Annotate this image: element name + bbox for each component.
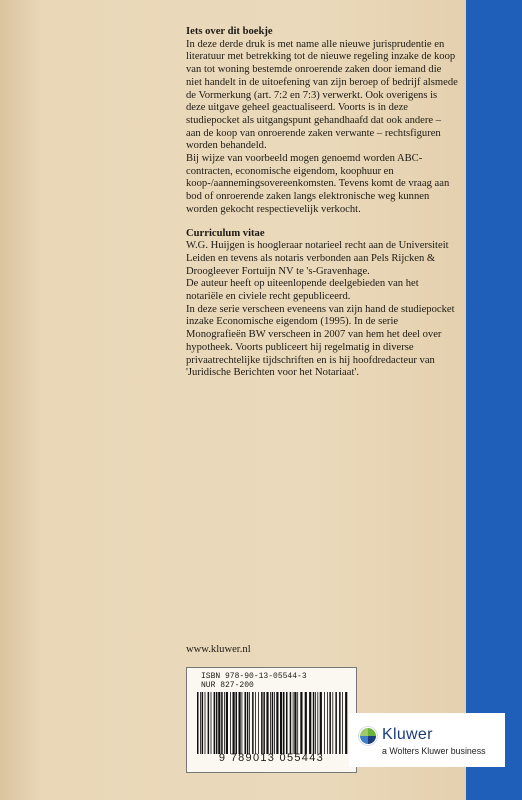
barcode-bar xyxy=(294,692,296,754)
barcode-bar xyxy=(226,692,228,754)
barcode-bar xyxy=(224,692,225,754)
cv-paragraph-1: W.G. Huijgen is hoogleraar notarieel recht aan de Universiteit Leiden en tevens als notaris verbonden aan Pels Rijcken & Droogleever Fortuijn NV te 's-Gravenhage. xyxy=(186,240,449,277)
barcode-bar xyxy=(272,692,274,754)
barcode-bar xyxy=(249,692,250,754)
barcode-bar xyxy=(339,692,341,754)
barcode-bar xyxy=(283,692,285,754)
barcode-bar xyxy=(218,692,220,754)
barcode-label xyxy=(186,667,357,773)
barcode-bar xyxy=(211,692,212,754)
kluwer-logo-icon xyxy=(358,726,378,746)
barcode-bar xyxy=(200,692,201,754)
about-paragraph-2: Bij wijze van voorbeeld mogen genoemd worden ABC-contracten, economische eigendom, koophuur en koop-/aannemingsovereenkomsten. Tevens komt de vraag aan bod of onroerende zaken langs elektronische weg kunnen worden gekocht respectievelijk verkocht. xyxy=(186,153,450,215)
barcode-bar xyxy=(332,692,333,754)
barcode-bar xyxy=(236,692,238,754)
barcode-bar xyxy=(202,692,204,754)
barcode-bar xyxy=(286,692,288,754)
barcode-bar xyxy=(313,692,315,754)
barcode-bar xyxy=(324,692,325,754)
barcode-bar xyxy=(300,692,302,754)
barcode-bar xyxy=(270,692,271,754)
publisher-url: www.kluwer.nl xyxy=(186,644,251,655)
barcode-bar xyxy=(266,692,268,754)
barcode-bar xyxy=(230,692,231,754)
barcode-bar xyxy=(305,692,307,754)
barcode-bar xyxy=(335,692,337,754)
barcode-digits: 9 789013 055443 xyxy=(218,752,325,764)
barcode-bar xyxy=(293,692,294,754)
publisher-logo-box xyxy=(349,713,505,767)
barcode-bar xyxy=(317,692,318,754)
barcode-bar xyxy=(345,692,347,754)
barcode-bar xyxy=(315,692,316,754)
barcode-bar xyxy=(245,692,247,754)
barcode-bar xyxy=(263,692,265,754)
blue-spine-band xyxy=(466,0,522,800)
publisher-name: Kluwer xyxy=(382,726,433,743)
barcode-bar xyxy=(342,692,343,754)
barcode-bar xyxy=(205,692,206,754)
isbn-text: ISBN 978-90-13-05544-3 xyxy=(201,672,307,681)
barcode-bar xyxy=(320,692,322,754)
cover-text xyxy=(186,26,458,380)
barcode-bar xyxy=(197,692,199,754)
barcode-icon xyxy=(193,692,351,754)
barcode-bar xyxy=(297,692,298,754)
barcode-bar xyxy=(290,692,292,754)
barcode-bar xyxy=(208,692,210,754)
barcode-bar xyxy=(309,692,311,754)
cv-paragraph-3: In deze serie verscheen eveneens van zijn hand de studiepocket inzake Economische eigendom (1995). In de serie Monografieën BW verscheen in 2007 van hem het deel over hypotheek. Voorts publiceert hij regelmatig in diverse privaatrechtelijke tijdschriften en is hij hoofdredacteur van 'Juridische Berichten voor het Notariaat'. xyxy=(186,303,455,379)
cv-paragraph-2: De auteur heeft op uiteenlopende deelgebieden van het notariële en civiele recht gepubliceerd. xyxy=(186,278,419,303)
barcode-bar xyxy=(258,692,259,754)
barcode-bar xyxy=(276,692,278,754)
about-heading: Iets over dit boekje xyxy=(186,26,273,37)
barcode-bar xyxy=(239,692,241,754)
about-paragraph-1: In deze derde druk is met name alle nieuwe jurisprudentie en literatuur met betrekking tot de nieuwe regeling inzake de koop van tot woning bestemde onroerende zaken door iemand die niet handelt in de uitoefening van zijn beroep of bedrijf alsmede de Vormerkung (art. 7:2 en 7:3) verwerkt. Ook overigens is deze uitgave geheel geactualiseerd. Voorts is in deze studiepocket als uitgangspunt gehandhaafd dat ook andere – aan de koop van onroerende zaken verwante – rechtsfiguren worden behandeld. xyxy=(186,38,458,152)
barcode-bar xyxy=(261,692,263,754)
cv-heading: Curriculum vitae xyxy=(186,227,265,239)
barcode-bar xyxy=(221,692,223,754)
barcode-bar xyxy=(280,692,282,754)
barcode-bar xyxy=(274,692,275,754)
barcode-bar xyxy=(252,692,254,754)
barcode-bar xyxy=(255,692,256,754)
barcode-bar xyxy=(216,692,218,754)
publisher-tagline: a Wolters Kluwer business xyxy=(382,746,486,756)
barcode-bar xyxy=(247,692,249,754)
barcode-bar xyxy=(242,692,243,754)
barcode-bar xyxy=(327,692,328,754)
barcode-bar xyxy=(214,692,216,754)
nur-text: NUR 827-200 xyxy=(201,681,254,690)
barcode-bar xyxy=(329,692,331,754)
barcode-bar xyxy=(233,692,235,754)
